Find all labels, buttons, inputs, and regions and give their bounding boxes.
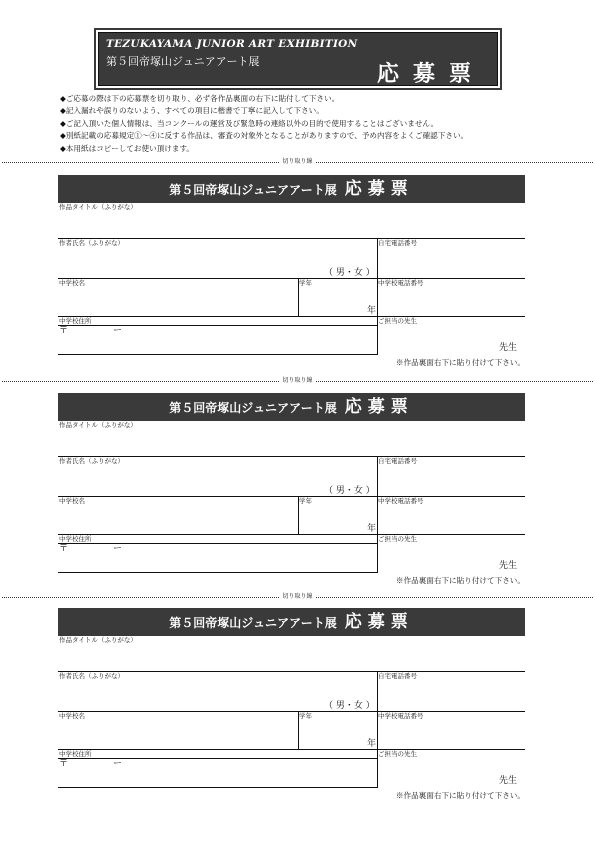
postal-dash: ー <box>113 759 123 769</box>
rule <box>377 238 378 355</box>
rule <box>298 711 299 749</box>
cut-line <box>2 376 593 386</box>
grade-label: 学年 <box>299 279 312 287</box>
phone-label: 自宅電話番号 <box>378 457 417 465</box>
teacher-suffix: 先生 <box>499 343 518 353</box>
form-heading-sub: 第５回帝塚山ジュニアアート展 <box>169 183 337 197</box>
form-heading <box>58 608 525 636</box>
form-footnote: ※作品裏面右下に貼り付けて下さい。 <box>395 791 525 800</box>
school-label: 中学校名 <box>59 279 85 287</box>
rule <box>298 278 299 316</box>
postal-mark: 〒 <box>59 326 69 336</box>
rule <box>298 496 299 534</box>
postal-mark: 〒 <box>59 544 69 554</box>
title-label: 作品タイトル（ふりがな） <box>59 203 137 211</box>
form-footnote: ※作品裏面右下に貼り付けて下さい。 <box>395 576 525 585</box>
rule <box>58 496 525 497</box>
phone-label: 自宅電話番号 <box>378 239 417 247</box>
address-label: 中学校住所 <box>59 317 92 325</box>
name-label: 作者氏名（ふりがな） <box>59 457 124 465</box>
gender-select[interactable]: （ 男・女 ） <box>324 268 375 278</box>
teacher-label: ご担当の先生 <box>378 750 417 758</box>
cut-line <box>2 157 593 167</box>
cut-line <box>2 592 593 602</box>
rule <box>58 316 525 317</box>
school-phone-label: 中学校電話番号 <box>378 712 424 720</box>
name-label: 作者氏名（ふりがな） <box>59 239 124 247</box>
entry-form-1 <box>58 175 525 367</box>
name-label: 作者氏名（ふりがな） <box>59 672 124 680</box>
grade-suffix: 年 <box>367 306 377 316</box>
rule <box>58 278 525 279</box>
form-heading-sub: 第５回帝塚山ジュニアアート展 <box>169 401 337 415</box>
school-label: 中学校名 <box>59 497 85 505</box>
rule <box>58 325 377 326</box>
form-heading-main: 応募票 <box>344 397 414 417</box>
school-label: 中学校名 <box>59 712 85 720</box>
teacher-label: ご担当の先生 <box>378 317 417 325</box>
teacher-suffix: 先生 <box>499 776 518 786</box>
form-heading-sub: 第５回帝塚山ジュニアアート展 <box>169 616 337 630</box>
entry-form-3 <box>58 608 525 800</box>
teacher-suffix: 先生 <box>499 561 518 571</box>
instructions <box>60 93 580 155</box>
entry-form-2 <box>58 393 525 585</box>
title-label: 作品タイトル（ふりがな） <box>59 421 137 429</box>
rule <box>58 749 525 750</box>
rule <box>58 534 525 535</box>
grade-suffix: 年 <box>367 524 377 534</box>
title-en: TEZUKAYAMA JUNIOR ART EXHIBITION <box>106 38 358 50</box>
note-5: ◆本用紙はコピーしてお使い頂けます。 <box>60 143 195 153</box>
rule <box>377 456 378 573</box>
note-2: ◆記入漏れや誤りのないよう、すべての項目に楷書で丁寧に記入して下さい。 <box>60 106 324 116</box>
form-heading <box>58 393 525 421</box>
rule <box>58 238 525 239</box>
rule <box>58 671 525 672</box>
rule <box>58 456 525 457</box>
rule <box>377 671 378 788</box>
rule <box>58 543 377 544</box>
cut-label: 切り取り線 <box>279 376 315 386</box>
postal-dash: ー <box>113 544 123 554</box>
cut-label: 切り取り線 <box>279 592 315 602</box>
grade-label: 学年 <box>299 712 312 720</box>
note-4: ◆別紙記載の応募規定①〜④に反する作品は、審査の対象外となることがありますので、予め内容をよくご確認下さい。 <box>60 131 469 141</box>
rule <box>58 354 378 355</box>
header-banner <box>98 32 498 86</box>
phone-label: 自宅電話番号 <box>378 672 417 680</box>
rule <box>58 787 378 788</box>
form-footnote: ※作品裏面右下に貼り付けて下さい。 <box>395 358 525 367</box>
title-jp: 第５回帝塚山ジュニアアート展 <box>106 55 260 68</box>
rule <box>58 572 378 573</box>
form-heading-main: 応募票 <box>344 612 414 632</box>
address-label: 中学校住所 <box>59 535 92 543</box>
grade-suffix: 年 <box>367 739 377 749</box>
title-main: 応募票 <box>376 62 485 87</box>
form-heading <box>58 175 525 203</box>
grade-label: 学年 <box>299 497 312 505</box>
rule <box>58 711 525 712</box>
note-3: ◆ご記入頂いた個人情報は、当コンクールの運営及び緊急時の連絡以外の目的で使用することはございません。 <box>60 118 439 128</box>
title-label: 作品タイトル（ふりがな） <box>59 636 137 644</box>
school-phone-label: 中学校電話番号 <box>378 279 424 287</box>
teacher-label: ご担当の先生 <box>378 535 417 543</box>
note-1: ◆ご応募の際は下の応募票を切り取り、必ず各作品裏面の右下に貼付して下さい。 <box>60 94 340 103</box>
form-heading-main: 応募票 <box>344 179 414 199</box>
address-label: 中学校住所 <box>59 750 92 758</box>
school-phone-label: 中学校電話番号 <box>378 497 424 505</box>
gender-select[interactable]: （ 男・女 ） <box>324 701 375 711</box>
postal-mark: 〒 <box>59 759 69 769</box>
gender-select[interactable]: （ 男・女 ） <box>324 486 375 496</box>
postal-dash: ー <box>113 326 123 336</box>
cut-label: 切り取り線 <box>279 157 315 167</box>
rule <box>58 758 377 759</box>
